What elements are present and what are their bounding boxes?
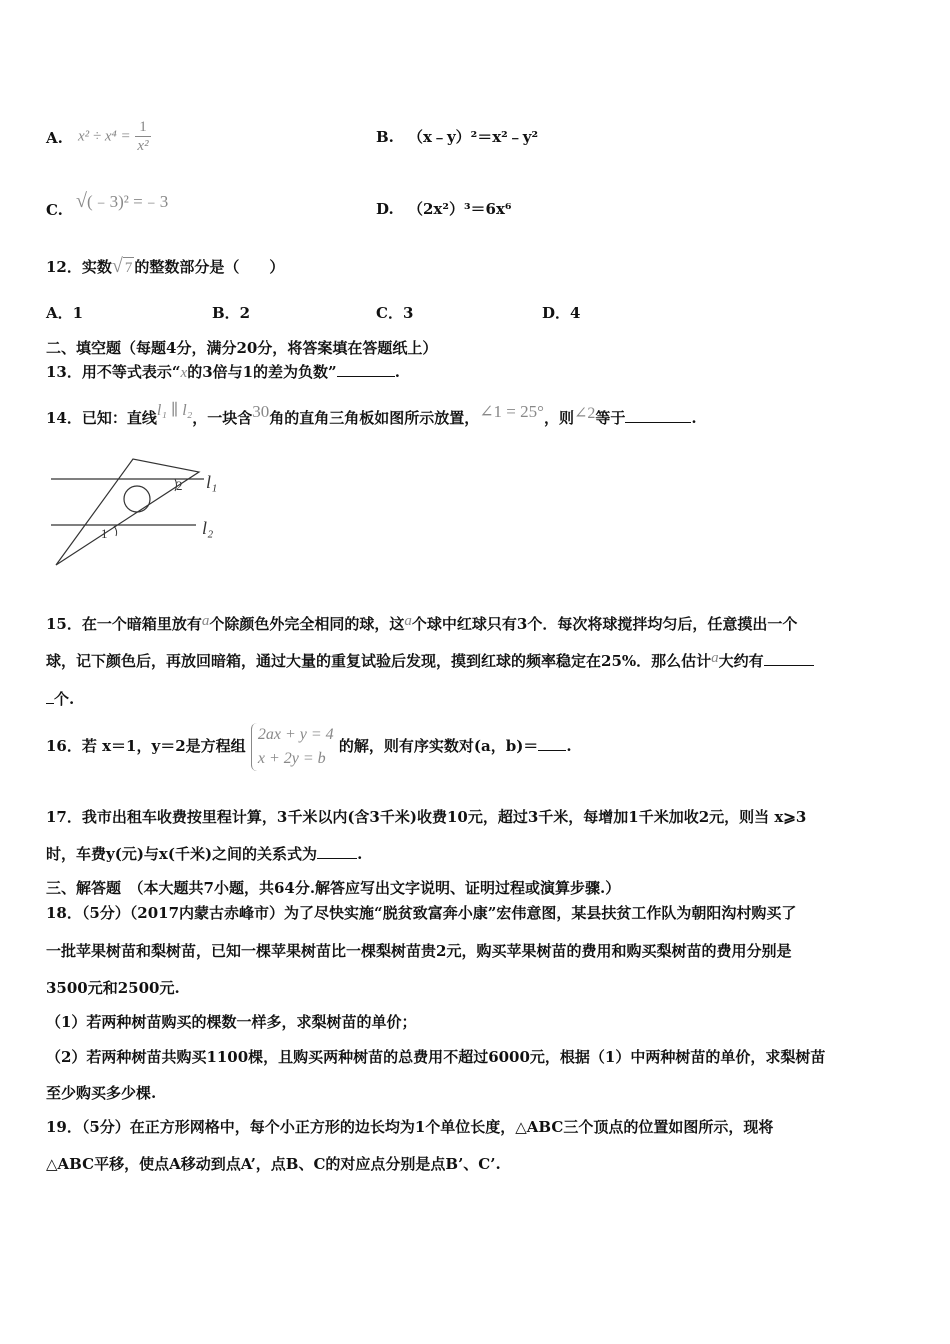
q18-line-1: 18．（5分）（2017内蒙古赤峰市）为了尽快实施“脱贫致富奔小康”宏伟意图，某县扶贫工作队为朝阳沟村购买了: [46, 904, 797, 922]
q19-line-2: △ABC平移，使点A移动到点A’，点B、C的对应点分别是点B’、C’.: [46, 1155, 501, 1173]
q11-option-d-expression: （2x²）³＝6x⁶: [408, 200, 512, 218]
q15-line1-c: 个球中红球只有3个．每次将球搅拌均匀后，任意摸出一个: [411, 615, 798, 633]
q15-variable-a-3: a: [711, 650, 719, 666]
q15-line-3: [46, 689, 74, 709]
q11-option-c-radical-text: (﹣3)² =﹣3: [86, 192, 169, 211]
q19-line-1: 19．（5分）在正方形网格中，每个小正方形的边长均为1个单位长度，△ABC三个顶点的位置如图所示，现将: [46, 1118, 774, 1136]
q14-stem: [46, 402, 697, 429]
q11-option-a-numerator: 1: [135, 118, 150, 137]
q11-option-b-expression: （x﹣y）²＝x²﹣y²: [408, 128, 539, 146]
q16-answer-blank[interactable]: [538, 736, 566, 751]
q12-radicand: 7: [123, 257, 135, 278]
q15-line-2: [46, 651, 814, 672]
q11-option-a-denominator: x²: [137, 138, 149, 154]
q12-stem-post: 的整数部分是（ ）: [134, 258, 285, 276]
q13-stem: [46, 362, 400, 383]
section-2-heading: 二、填空题（每题4分，满分20分，将答案填在答题纸上）: [46, 339, 438, 357]
label-l2: l₂: [202, 518, 214, 538]
q17-line2-text: 时，车费y(元)与x(千米)之间的关系式为: [46, 845, 318, 863]
q11-option-a-fraction: [135, 118, 150, 155]
q16-equation-system: [251, 723, 334, 771]
q13-post: 的3倍与1的差为负数”: [187, 363, 337, 381]
q18-part-2-line-1: （2）若两种树苗共购买1100棵，且购买两种树苗的总费用不超过6000元，根据（1）中两种树苗的单价，求梨树苗: [46, 1048, 826, 1066]
q12-stem-pre: 12．实数: [46, 258, 112, 276]
q12-option-d: D．4: [542, 304, 581, 322]
q17-end: .: [357, 845, 363, 863]
label-angle-2: 2: [176, 478, 183, 493]
q13-answer-blank[interactable]: [337, 362, 395, 377]
q12-option-a: A．1: [46, 304, 84, 322]
triangle-ruler: [56, 459, 199, 565]
q15-answer-blank-cont[interactable]: [46, 689, 54, 704]
q12-option-c: C．3: [376, 304, 414, 322]
q18-line-2: 一批苹果树苗和梨树苗，已知一棵苹果树苗比一棵梨树苗贵2元，购买苹果树苗的费用和购买梨树苗的费用分别是: [46, 942, 792, 960]
q15-line1-b: 个除颜色外完全相同的球，这: [209, 615, 405, 633]
q11-option-d-label: D.: [376, 200, 394, 218]
q18-line-3: 3500元和2500元.: [46, 979, 180, 997]
q13-variable: x: [180, 365, 188, 381]
q17-line-1: 17．我市出租车收费按里程计算，3千米以内(含3千米)收费10元，超过3千米，每增加1千米加收2元，则当 x⩾3: [46, 808, 807, 826]
q12-stem: [46, 256, 284, 278]
q15-variable-a-2: a: [404, 613, 412, 629]
q16-post: 的解，则有序实数对(a，b)＝: [338, 737, 539, 755]
q14-mid3: ，则: [543, 409, 574, 427]
q14-answer-blank[interactable]: [625, 408, 691, 423]
q14-angle-30: 30: [252, 402, 270, 421]
q14-asked-angle: ∠2: [573, 405, 596, 422]
q12-radical-sign: √: [111, 255, 123, 277]
q11-option-c-label: C.: [46, 201, 63, 219]
q18-part-2-line-2: 至少购买多少棵.: [46, 1084, 157, 1102]
q14-figure: [46, 452, 226, 572]
q15-line2-b: 大约有: [718, 652, 764, 670]
q17-answer-blank[interactable]: [317, 844, 357, 859]
q14-parallel-lines: l₁ ∥ l₂: [156, 402, 193, 419]
q16-stem: [46, 723, 572, 771]
q12-option-b: B．2: [212, 304, 251, 322]
q11-option-a-label: A.: [46, 129, 63, 147]
q11-option-c-expression: [76, 191, 168, 212]
q14-end: .: [691, 409, 697, 427]
label-angle-1: 1: [101, 526, 108, 541]
q15-answer-blank[interactable]: [764, 651, 814, 666]
section-3-heading: 三、解答题 （本大题共7小题，共64分.解答应写出文字说明、证明过程或演算步骤.）: [46, 879, 621, 897]
q14-pre: 14．已知：直线: [46, 409, 157, 427]
q11-option-a-expression: [78, 118, 151, 155]
q14-mid2: 角的直角三角板如图所示放置，: [269, 409, 480, 427]
q11-option-b-label: B.: [376, 128, 394, 146]
q16-equation-2: x + 2y = b: [257, 750, 326, 767]
q18-part-1: （1）若两种树苗购买的棵数一样多，求梨树苗的单价；: [46, 1013, 417, 1031]
q16-end: .: [566, 737, 572, 755]
q14-mid1: ，一块含: [192, 409, 253, 427]
q15-line3-text: 个.: [54, 690, 75, 708]
q15-line2-a: 球，记下颜色后，再放回暗箱，通过大量的重复试验后发现，摸到红球的频率稳定在25%．那么估计: [46, 652, 712, 670]
q16-equation-1: 2ax + y = 4: [257, 726, 334, 743]
q13-pre: 13．用不等式表示“: [46, 363, 181, 381]
q15-line1-a: 15．在一个暗箱里放有: [46, 615, 202, 633]
q11-radical-sign: √: [76, 190, 87, 212]
q14-post: 等于: [595, 409, 626, 427]
q15-line-1: [46, 614, 797, 635]
q14-given-angle: ∠1 = 25°: [479, 402, 544, 421]
q16-pre: 16．若 x＝1，y＝2是方程组: [46, 737, 246, 755]
ruler-hole: [124, 486, 150, 512]
q11-option-a-lhs: x² ÷ x⁴ =: [78, 128, 131, 145]
q13-end: .: [394, 363, 400, 381]
q15-variable-a: a: [201, 613, 210, 629]
label-l1: l₁: [206, 472, 218, 492]
q17-line-2: [46, 844, 362, 864]
